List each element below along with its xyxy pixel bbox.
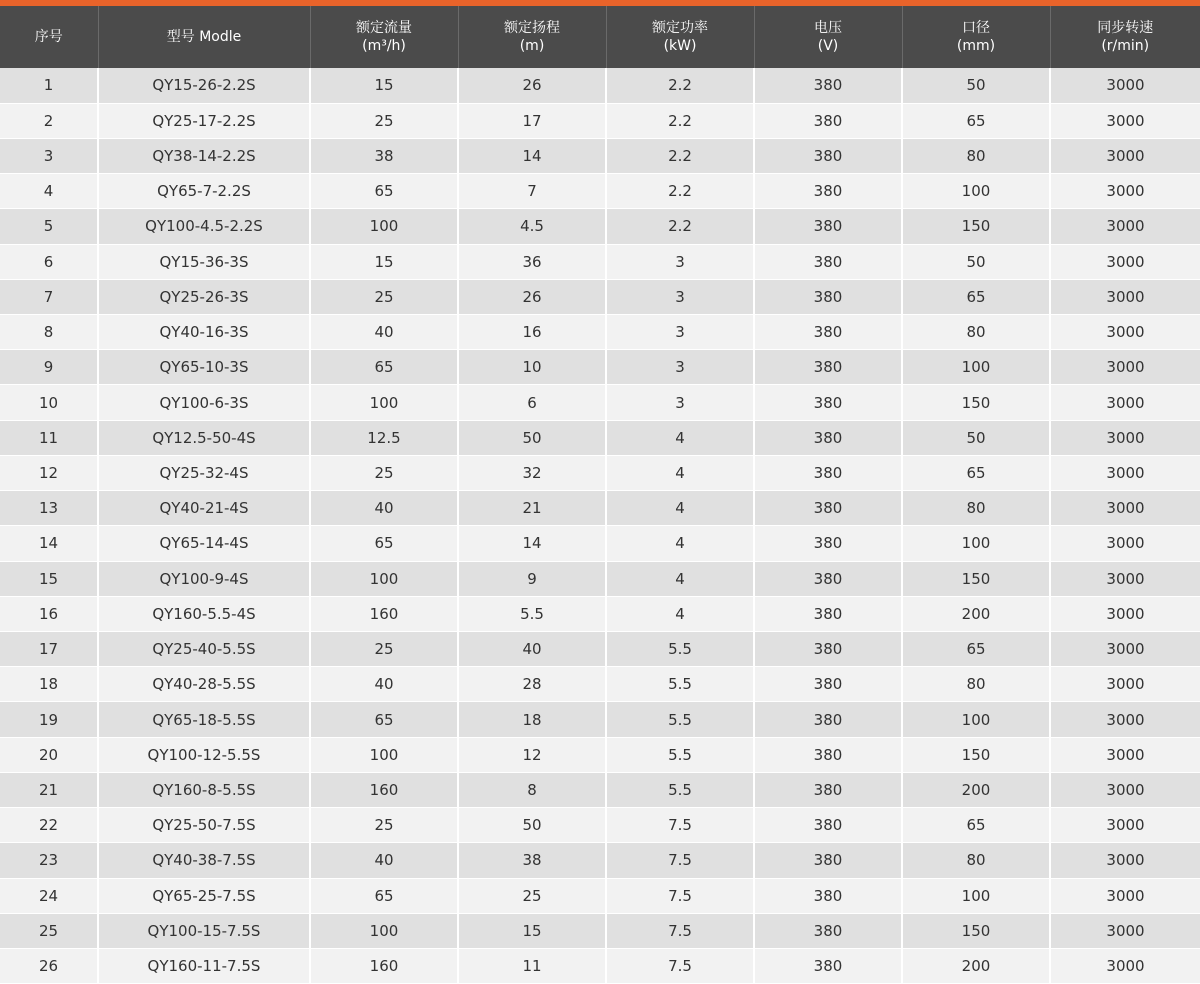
cell-index: 15	[0, 561, 98, 596]
cell-model: QY100-12-5.5S	[98, 737, 310, 772]
cell-model: QY100-9-4S	[98, 561, 310, 596]
cell-model: QY25-40-5.5S	[98, 632, 310, 667]
cell-model: QY25-17-2.2S	[98, 103, 310, 138]
cell-head: 10	[458, 350, 606, 385]
cell-head: 11	[458, 948, 606, 983]
cell-index: 17	[0, 632, 98, 667]
cell-model: QY100-4.5-2.2S	[98, 209, 310, 244]
pump-spec-table	[0, 6, 1200, 984]
cell-diameter: 50	[902, 244, 1050, 279]
cell-speed: 3000	[1050, 350, 1200, 385]
cell-model: QY65-10-3S	[98, 350, 310, 385]
cell-voltage: 380	[754, 808, 902, 843]
cell-voltage: 380	[754, 350, 902, 385]
cell-voltage: 380	[754, 174, 902, 209]
cell-index: 25	[0, 913, 98, 948]
table-row	[0, 68, 1200, 103]
header-cell-index: 序号	[0, 6, 98, 68]
cell-power: 7.5	[606, 913, 754, 948]
cell-model: QY40-38-7.5S	[98, 843, 310, 878]
cell-voltage: 380	[754, 315, 902, 350]
cell-model: QY40-28-5.5S	[98, 667, 310, 702]
table-row	[0, 420, 1200, 455]
cell-power: 5.5	[606, 702, 754, 737]
cell-index: 22	[0, 808, 98, 843]
cell-head: 32	[458, 455, 606, 490]
cell-head: 26	[458, 68, 606, 103]
cell-voltage: 380	[754, 279, 902, 314]
cell-power: 4	[606, 455, 754, 490]
cell-index: 23	[0, 843, 98, 878]
cell-diameter: 100	[902, 174, 1050, 209]
cell-index: 10	[0, 385, 98, 420]
cell-model: QY25-50-7.5S	[98, 808, 310, 843]
table-row	[0, 808, 1200, 843]
table-row	[0, 667, 1200, 702]
cell-flow: 100	[310, 209, 458, 244]
table-row	[0, 913, 1200, 948]
cell-head: 8	[458, 772, 606, 807]
cell-speed: 3000	[1050, 596, 1200, 631]
cell-diameter: 200	[902, 596, 1050, 631]
cell-index: 2	[0, 103, 98, 138]
table-row	[0, 315, 1200, 350]
cell-index: 9	[0, 350, 98, 385]
table-row	[0, 702, 1200, 737]
cell-power: 2.2	[606, 174, 754, 209]
cell-model: QY160-5.5-4S	[98, 596, 310, 631]
cell-model: QY100-6-3S	[98, 385, 310, 420]
table-row	[0, 737, 1200, 772]
cell-voltage: 380	[754, 878, 902, 913]
cell-power: 4	[606, 526, 754, 561]
cell-flow: 160	[310, 772, 458, 807]
cell-model: QY25-26-3S	[98, 279, 310, 314]
cell-model: QY38-14-2.2S	[98, 138, 310, 173]
cell-flow: 15	[310, 244, 458, 279]
cell-flow: 25	[310, 455, 458, 490]
cell-head: 14	[458, 138, 606, 173]
header-cell-flow: 额定流量 (m³/h)	[310, 6, 458, 68]
cell-index: 4	[0, 174, 98, 209]
cell-power: 5.5	[606, 772, 754, 807]
cell-flow: 100	[310, 385, 458, 420]
cell-head: 15	[458, 913, 606, 948]
cell-speed: 3000	[1050, 174, 1200, 209]
cell-index: 24	[0, 878, 98, 913]
cell-voltage: 380	[754, 209, 902, 244]
cell-diameter: 100	[902, 526, 1050, 561]
cell-voltage: 380	[754, 385, 902, 420]
cell-flow: 65	[310, 526, 458, 561]
cell-head: 12	[458, 737, 606, 772]
cell-diameter: 200	[902, 948, 1050, 983]
cell-diameter: 65	[902, 808, 1050, 843]
cell-voltage: 380	[754, 913, 902, 948]
cell-speed: 3000	[1050, 68, 1200, 103]
cell-speed: 3000	[1050, 667, 1200, 702]
table-row	[0, 350, 1200, 385]
cell-index: 11	[0, 420, 98, 455]
cell-head: 40	[458, 632, 606, 667]
cell-voltage: 380	[754, 843, 902, 878]
cell-diameter: 150	[902, 385, 1050, 420]
cell-head: 14	[458, 526, 606, 561]
cell-flow: 40	[310, 491, 458, 526]
cell-voltage: 380	[754, 68, 902, 103]
cell-speed: 3000	[1050, 279, 1200, 314]
cell-diameter: 65	[902, 279, 1050, 314]
cell-model: QY160-11-7.5S	[98, 948, 310, 983]
cell-flow: 25	[310, 632, 458, 667]
cell-diameter: 65	[902, 103, 1050, 138]
table-row	[0, 843, 1200, 878]
table-row	[0, 103, 1200, 138]
cell-flow: 25	[310, 279, 458, 314]
cell-flow: 40	[310, 843, 458, 878]
cell-flow: 12.5	[310, 420, 458, 455]
header-cell-diameter: 口径 (mm)	[902, 6, 1050, 68]
cell-index: 12	[0, 455, 98, 490]
cell-diameter: 100	[902, 878, 1050, 913]
header-cell-power: 额定功率 (kW)	[606, 6, 754, 68]
cell-index: 26	[0, 948, 98, 983]
cell-speed: 3000	[1050, 526, 1200, 561]
cell-model: QY12.5-50-4S	[98, 420, 310, 455]
cell-head: 9	[458, 561, 606, 596]
cell-speed: 3000	[1050, 561, 1200, 596]
table-row	[0, 244, 1200, 279]
cell-diameter: 80	[902, 843, 1050, 878]
cell-index: 8	[0, 315, 98, 350]
cell-flow: 100	[310, 561, 458, 596]
cell-index: 19	[0, 702, 98, 737]
cell-speed: 3000	[1050, 632, 1200, 667]
table-row	[0, 526, 1200, 561]
cell-index: 13	[0, 491, 98, 526]
cell-diameter: 100	[902, 350, 1050, 385]
cell-head: 16	[458, 315, 606, 350]
table-row	[0, 772, 1200, 807]
cell-diameter: 80	[902, 315, 1050, 350]
cell-power: 2.2	[606, 68, 754, 103]
cell-voltage: 380	[754, 420, 902, 455]
header-cell-head: 额定扬程 (m)	[458, 6, 606, 68]
cell-flow: 65	[310, 878, 458, 913]
cell-speed: 3000	[1050, 138, 1200, 173]
table-row	[0, 632, 1200, 667]
cell-head: 50	[458, 808, 606, 843]
cell-power: 4	[606, 491, 754, 526]
cell-voltage: 380	[754, 526, 902, 561]
cell-speed: 3000	[1050, 948, 1200, 983]
cell-model: QY40-16-3S	[98, 315, 310, 350]
cell-head: 6	[458, 385, 606, 420]
cell-head: 36	[458, 244, 606, 279]
cell-speed: 3000	[1050, 244, 1200, 279]
cell-speed: 3000	[1050, 702, 1200, 737]
cell-speed: 3000	[1050, 209, 1200, 244]
table-row	[0, 561, 1200, 596]
cell-model: QY65-14-4S	[98, 526, 310, 561]
cell-speed: 3000	[1050, 878, 1200, 913]
cell-diameter: 65	[902, 455, 1050, 490]
cell-voltage: 380	[754, 737, 902, 772]
cell-model: QY65-7-2.2S	[98, 174, 310, 209]
cell-index: 20	[0, 737, 98, 772]
cell-flow: 25	[310, 103, 458, 138]
table-row	[0, 455, 1200, 490]
cell-power: 2.2	[606, 103, 754, 138]
cell-diameter: 150	[902, 561, 1050, 596]
cell-speed: 3000	[1050, 843, 1200, 878]
cell-model: QY15-36-3S	[98, 244, 310, 279]
cell-power: 7.5	[606, 808, 754, 843]
cell-power: 5.5	[606, 632, 754, 667]
cell-index: 6	[0, 244, 98, 279]
table-header	[0, 6, 1200, 68]
cell-speed: 3000	[1050, 913, 1200, 948]
cell-speed: 3000	[1050, 808, 1200, 843]
cell-diameter: 50	[902, 420, 1050, 455]
cell-power: 3	[606, 244, 754, 279]
cell-speed: 3000	[1050, 737, 1200, 772]
cell-index: 7	[0, 279, 98, 314]
cell-model: QY15-26-2.2S	[98, 68, 310, 103]
cell-index: 14	[0, 526, 98, 561]
cell-speed: 3000	[1050, 315, 1200, 350]
cell-model: QY100-15-7.5S	[98, 913, 310, 948]
cell-diameter: 80	[902, 138, 1050, 173]
cell-voltage: 380	[754, 772, 902, 807]
cell-diameter: 150	[902, 913, 1050, 948]
cell-index: 1	[0, 68, 98, 103]
cell-flow: 160	[310, 948, 458, 983]
cell-speed: 3000	[1050, 420, 1200, 455]
table-row	[0, 878, 1200, 913]
cell-diameter: 80	[902, 491, 1050, 526]
cell-index: 16	[0, 596, 98, 631]
cell-index: 3	[0, 138, 98, 173]
cell-speed: 3000	[1050, 491, 1200, 526]
table-row	[0, 385, 1200, 420]
table-row	[0, 279, 1200, 314]
cell-voltage: 380	[754, 244, 902, 279]
cell-voltage: 380	[754, 491, 902, 526]
cell-head: 5.5	[458, 596, 606, 631]
cell-diameter: 50	[902, 68, 1050, 103]
cell-voltage: 380	[754, 138, 902, 173]
cell-flow: 40	[310, 667, 458, 702]
cell-index: 21	[0, 772, 98, 807]
cell-power: 7.5	[606, 948, 754, 983]
cell-diameter: 65	[902, 632, 1050, 667]
cell-head: 18	[458, 702, 606, 737]
cell-head: 7	[458, 174, 606, 209]
cell-flow: 65	[310, 174, 458, 209]
cell-power: 4	[606, 561, 754, 596]
header-cell-voltage: 电压 (V)	[754, 6, 902, 68]
cell-speed: 3000	[1050, 385, 1200, 420]
cell-head: 17	[458, 103, 606, 138]
cell-model: QY40-21-4S	[98, 491, 310, 526]
cell-speed: 3000	[1050, 772, 1200, 807]
cell-power: 5.5	[606, 667, 754, 702]
header-row	[0, 6, 1200, 68]
cell-diameter: 80	[902, 667, 1050, 702]
header-cell-speed: 同步转速 (r/min)	[1050, 6, 1200, 68]
cell-power: 4	[606, 596, 754, 631]
cell-power: 2.2	[606, 138, 754, 173]
cell-diameter: 100	[902, 702, 1050, 737]
cell-power: 7.5	[606, 878, 754, 913]
cell-voltage: 380	[754, 596, 902, 631]
table-row	[0, 174, 1200, 209]
cell-flow: 38	[310, 138, 458, 173]
header-cell-model: 型号 Modle	[98, 6, 310, 68]
table-row	[0, 491, 1200, 526]
cell-voltage: 380	[754, 702, 902, 737]
cell-head: 50	[458, 420, 606, 455]
cell-flow: 160	[310, 596, 458, 631]
cell-diameter: 150	[902, 737, 1050, 772]
cell-flow: 100	[310, 737, 458, 772]
cell-head: 38	[458, 843, 606, 878]
cell-voltage: 380	[754, 632, 902, 667]
cell-power: 3	[606, 385, 754, 420]
cell-power: 3	[606, 315, 754, 350]
cell-head: 25	[458, 878, 606, 913]
cell-head: 4.5	[458, 209, 606, 244]
cell-diameter: 200	[902, 772, 1050, 807]
table-row	[0, 948, 1200, 983]
cell-power: 2.2	[606, 209, 754, 244]
cell-voltage: 380	[754, 455, 902, 490]
cell-speed: 3000	[1050, 103, 1200, 138]
cell-diameter: 150	[902, 209, 1050, 244]
cell-model: QY65-25-7.5S	[98, 878, 310, 913]
cell-speed: 3000	[1050, 455, 1200, 490]
cell-head: 21	[458, 491, 606, 526]
cell-model: QY65-18-5.5S	[98, 702, 310, 737]
cell-voltage: 380	[754, 561, 902, 596]
cell-index: 5	[0, 209, 98, 244]
cell-flow: 65	[310, 702, 458, 737]
table-row	[0, 138, 1200, 173]
cell-model: QY25-32-4S	[98, 455, 310, 490]
cell-voltage: 380	[754, 948, 902, 983]
cell-flow: 25	[310, 808, 458, 843]
cell-power: 3	[606, 350, 754, 385]
cell-power: 4	[606, 420, 754, 455]
cell-head: 28	[458, 667, 606, 702]
cell-head: 26	[458, 279, 606, 314]
cell-model: QY160-8-5.5S	[98, 772, 310, 807]
cell-power: 5.5	[606, 737, 754, 772]
cell-flow: 15	[310, 68, 458, 103]
cell-voltage: 380	[754, 103, 902, 138]
cell-power: 7.5	[606, 843, 754, 878]
cell-flow: 65	[310, 350, 458, 385]
cell-flow: 40	[310, 315, 458, 350]
table-row	[0, 209, 1200, 244]
cell-power: 3	[606, 279, 754, 314]
cell-index: 18	[0, 667, 98, 702]
table-body	[0, 68, 1200, 984]
cell-flow: 100	[310, 913, 458, 948]
table-row	[0, 596, 1200, 631]
cell-voltage: 380	[754, 667, 902, 702]
